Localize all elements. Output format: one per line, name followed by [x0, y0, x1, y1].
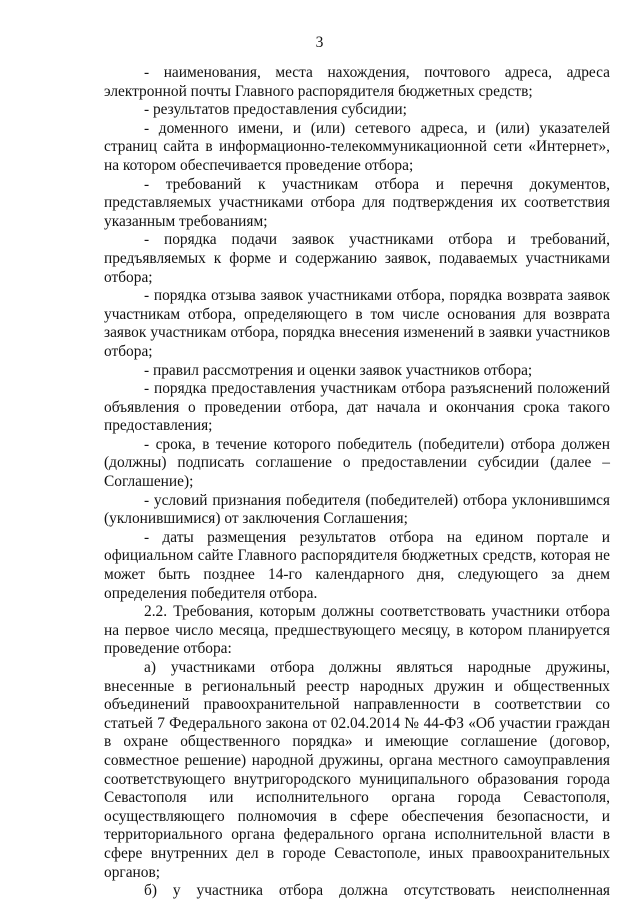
list-item-subsidy-results: - результатов предоставления субсидии;: [144, 101, 407, 119]
list-item-application-withdrawal: - порядка отзыва заявок участниками отбора, порядка возврата заявок участникам отбора, определяющего в том числе основания для возврата заявок участникам отбора, порядка внесения изменений в заявки участников отбора;: [104, 287, 610, 360]
list-item-name-address: - наименования, места нахождения, почтового адреса, адреса электронной почты Главного распорядителя бюджетных средств;: [104, 64, 610, 100]
list-item-agreement-deadline: - срока, в течение которого победитель (победители) отбора должен (должны) подписать соглашение о предоставлении субсидии (далее – Соглашение);: [104, 435, 610, 491]
list-item-evasion-conditions: - условий признания победителя (победителей) отбора уклонившимся (уклонившимися) от заключения Соглашения;: [104, 491, 610, 528]
list-item-clarifications: - порядка предоставления участникам отбора разъяснений положений объявления о проведении отбора, дат начала и окончания срока такого предоставления;: [104, 380, 610, 435]
document-body: [104, 64, 610, 901]
list-item-evaluation-rules: - правил рассмотрения и оценки заявок участников отбора;: [144, 361, 533, 379]
requirement-a: а) участниками отбора должны являться народные дружины, внесенные в региональный реестр народных дружин и общественных объединений правоохранительной направленности в соответствии со статьей 7 Федерального закона от 02.04.2014 № 44-ФЗ «Об участии граждан в охране общественного порядка» и имеющие соглашение (договор, совместное решение) народной дружины, органа местного самоуправления соответствующего внутригородского муниципального образования города Севастополя или исполнительного органа города Севастополя, осуществляющего полномочия в сфере обеспечения безопасности, и территориального органа федерального органа исполнительной власти в сфере внутренних дел в городе Севастополе, иных правоохранительных органов;: [104, 659, 610, 881]
list-item-results-publication: - даты размещения результатов отбора на едином портале и официальном сайте Главного распорядителя бюджетных средств, которая не может быть позднее 14-го календарного дня, следующего за днем определения победителя отбора.: [104, 528, 610, 602]
list-item-participant-requirements: - требований к участникам отбора и перечня документов, представляемых участниками отбора для подтверждения их соответствия указанным требованиям;: [104, 175, 610, 230]
section-2-2-heading: 2.2. Требования, которым должны соответствовать участники отбора на первое число месяца, предшествующего месяцу, в котором планируется проведение отбора:: [104, 603, 610, 658]
list-item-domain-name: - доменного имени, и (или) сетевого адреса, и (или) указателей страниц сайта в информационно-телекоммуникационной сети «Интернет», на котором обеспечивается проведение отбора;: [104, 119, 610, 174]
page-number: 3: [315, 34, 324, 51]
list-item-application-procedure: - порядка подачи заявок участниками отбора и требований, предъявляемых к форме и содержанию заявок, подаваемых участниками отбора;: [104, 231, 610, 286]
requirement-b: б) у участника отбора должна отсутствовать неисполненная: [144, 882, 610, 900]
